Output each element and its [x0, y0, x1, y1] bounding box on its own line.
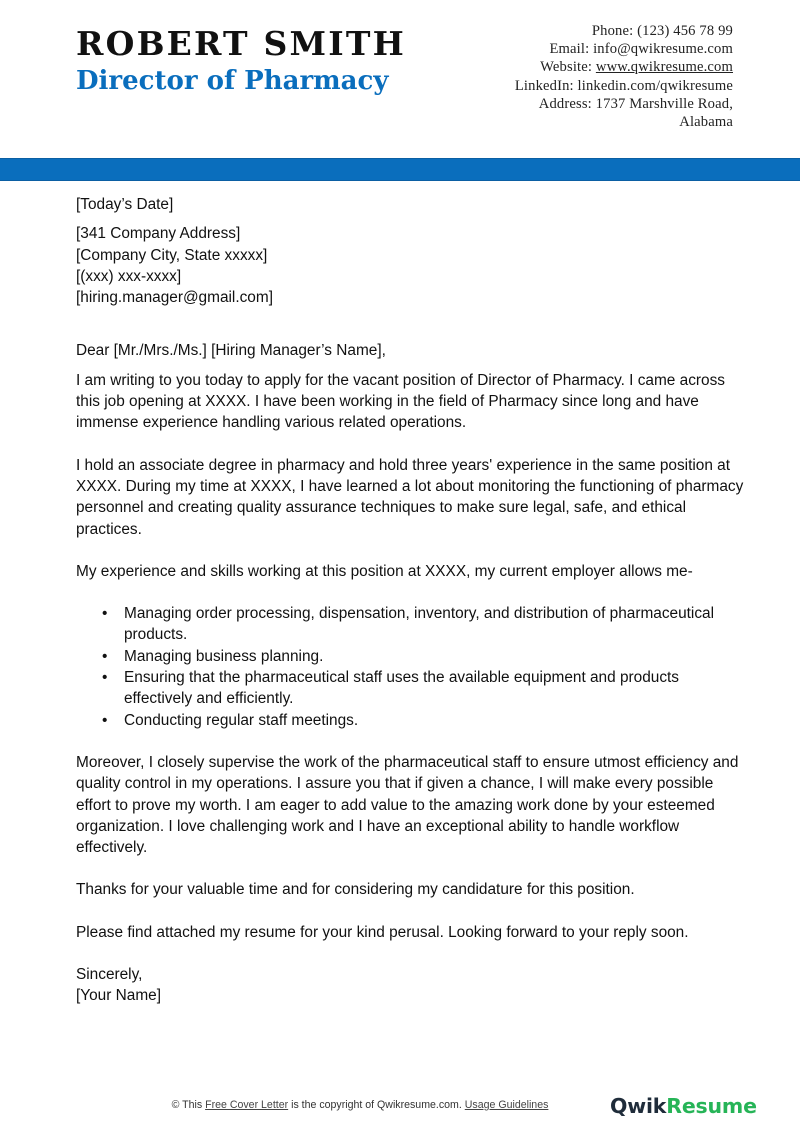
spacer [76, 582, 746, 603]
contact-block [515, 22, 733, 131]
qwikresume-logo[interactable] [610, 1094, 757, 1118]
recipient-city-state: [Company City, State xxxxx] [76, 246, 268, 264]
contact-website [515, 58, 733, 76]
paragraph-intro: I am writing to you today to apply for the vacant position of Director of Pharmacy. I came across this job opening at XXXX. I have been working in the field of Pharmacy since long and have immense experience handling various related operations. [76, 371, 725, 432]
paragraph-supervision: Moreover, I closely supervise the work of the pharmaceutical staff to ensure utmost efficiency and quality control in my operations. I assure you that if given a chance, I will make every possible effort to prove my worth. I am eager to add value to the amazing work done by your esteemed organization. I love challenging work and I have an exceptional ability to handle workflow effectively. [76, 753, 739, 857]
copyright-prefix: © This [171, 1099, 206, 1111]
signature-name: [Your Name] [76, 987, 161, 1005]
signoff: Sincerely, [76, 966, 143, 984]
contact-linkedin: LinkedIn: linkedin.com/qwikresume [514, 77, 733, 94]
letter-date: [Today’s Date] [76, 196, 174, 213]
list-item [76, 667, 746, 710]
list-item-text: Ensuring that the pharmaceutical staff uses the available equipment and products effectively and efficiently. [124, 669, 679, 708]
contact-phone: Phone: (123) 456 78 99 [591, 23, 733, 39]
recipient-email: [hiring.manager@gmail.com] [76, 289, 273, 307]
list-item [76, 603, 746, 646]
list-item [76, 646, 746, 667]
bullet-icon: • [102, 669, 108, 687]
spacer [76, 329, 746, 340]
bullet-icon: • [102, 605, 108, 623]
logo-qwik-text: Qwik [610, 1094, 667, 1118]
paragraph-education: I hold an associate degree in pharmacy and hold three years' experience in the same position at XXXX. During my time at XXXX, I have learned a lot about monitoring the functioning of pharmacy personnel and creating quality assurance techniques to make sure legal, safe, and ethical practices. [76, 456, 744, 538]
spacer [76, 308, 746, 329]
header-accent-bar [0, 158, 800, 181]
copyright-middle: is the copyright of Qwikresume.com. [288, 1099, 465, 1111]
free-cover-letter-link[interactable]: Free Cover Letter [205, 1099, 289, 1111]
spacer [76, 901, 746, 922]
responsibilities-list [76, 603, 746, 731]
list-item-text: Managing business planning. [124, 647, 324, 665]
letter-body [76, 194, 746, 1007]
contact-email: Email: info@qwikresume.com [549, 41, 733, 58]
logo-resume-text: Resume [666, 1094, 757, 1118]
paragraph-attachment: Please find attached my resume for your kind perusal. Looking forward to your reply soon. [76, 923, 689, 941]
salutation: Dear [Mr./Mrs./Ms.] [Hiring Manager’s Name], [76, 342, 386, 360]
spacer [76, 943, 746, 964]
bullet-icon: • [102, 647, 108, 665]
spacer [76, 858, 746, 879]
contact-website-label: Website: [540, 59, 596, 76]
spacer [76, 215, 746, 223]
spacer [76, 434, 746, 455]
contact-address-line1: Address: 1737 Marshville Road, [538, 95, 733, 112]
job-title: Director of Pharmacy [76, 66, 389, 96]
applicant-name: ROBERT SMITH [76, 24, 407, 63]
paragraph-experience-lead: My experience and skills working at this position at XXXX, my current employer allows me- [76, 562, 693, 580]
bullet-icon: • [102, 711, 108, 729]
recipient-phone: [(xxx) xxx-xxxx] [76, 267, 182, 285]
usage-guidelines-link[interactable]: Usage Guidelines [464, 1099, 549, 1111]
list-item-text: Conducting regular staff meetings. [124, 711, 359, 729]
website-link[interactable]: www.qwikresume.com [595, 59, 733, 76]
spacer [76, 731, 746, 752]
list-item [76, 710, 746, 731]
recipient-address: [341 Company Address] [76, 225, 241, 243]
paragraph-thanks: Thanks for your valuable time and for considering my candidature for this position. [76, 881, 635, 899]
spacer [76, 540, 746, 561]
list-item-text: Managing order processing, dispensation, inventory, and distribution of pharmaceutical products. [124, 605, 715, 644]
contact-address-line2: Alabama [679, 114, 733, 131]
spacer [76, 362, 746, 370]
